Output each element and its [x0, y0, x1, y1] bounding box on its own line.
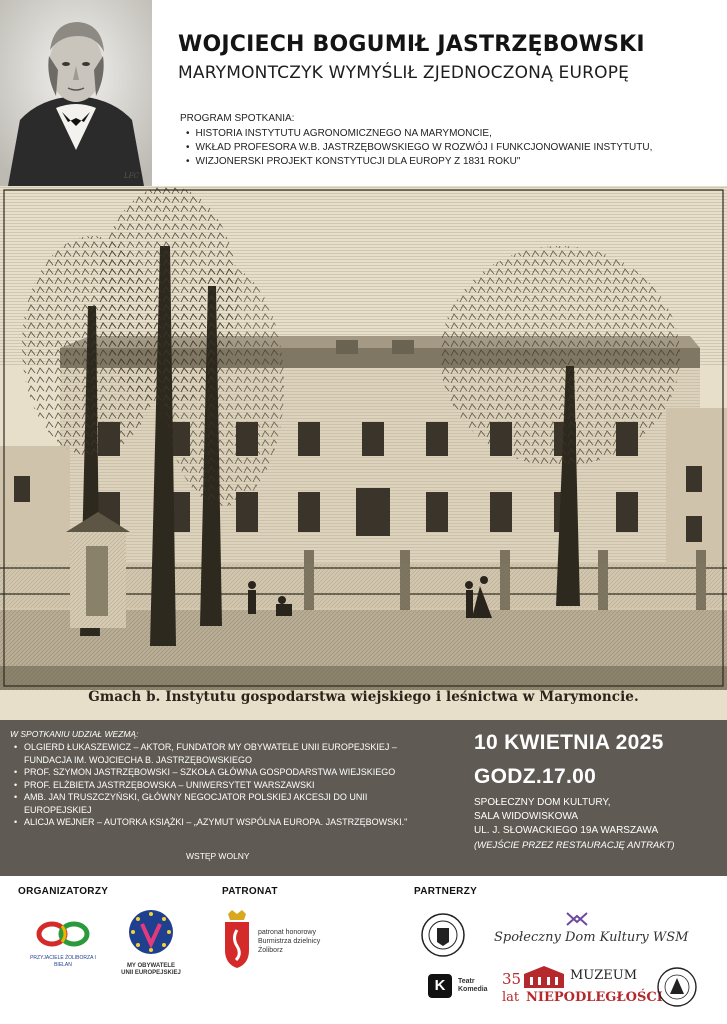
- muzeum-lat: lat: [502, 990, 520, 1005]
- society-seal-logo: [656, 966, 698, 1008]
- museum-building-icon: [522, 964, 566, 988]
- program-item: • WKŁAD PROFESORA W.B. JASTRZĘBOWSKIEGO W ROZWÓJ I FUNKCJONOWANIE INSTYTUTU,: [186, 141, 652, 155]
- info-panel: [0, 720, 727, 876]
- speaker-item: • PROF. SZYMON JASTRZĘBOWSKI – SZKOŁA GŁÓWNA GOSPODARSTWA WIEJSKIEGO: [14, 766, 434, 779]
- my-obywatele-logo: [120, 906, 182, 986]
- sdk-wsm-logo: [494, 910, 689, 956]
- university-seal-icon: [420, 912, 466, 958]
- przyjaciele-text: PRZYJACIELE ŻOLIBORZA I BIELAN: [30, 955, 96, 968]
- page-title: WOJCIECH BOGUMIŁ JASTRZĘBOWSKI: [178, 32, 645, 57]
- patron-line: Żoliborz: [258, 947, 283, 954]
- partners-label: PARTNERZY: [414, 886, 478, 897]
- program-item: • WIZJONERSKI PROJEKT KONSTYTUCJI DLA EUROPY Z 1831 ROKU": [186, 155, 652, 169]
- seal-icon: [656, 966, 698, 1008]
- title-block: [178, 32, 718, 83]
- speaker-item: • ALICJA WEJNER – AUTORKA KSIĄŻKI – „AZYMUT WSPÓLNA EUROPA. JASTRZĘBOWSKI.": [14, 816, 434, 829]
- sdk-wsm-text: Społeczny Dom Kultury WSM: [494, 930, 689, 945]
- organizers-label: ORGANIZATORZY: [18, 886, 109, 897]
- przyjaciele-logo: [28, 920, 98, 968]
- speaker-item: • OLGIERD ŁUKASZEWICZ – AKTOR, FUNDATOR MY OBYWATELE UNII EUROPEJSKIEJ – FUNDACJA IM. WOJCIECHA B. JASTRZĘBOWSKIEGO: [14, 741, 434, 766]
- speakers-list: [14, 741, 434, 829]
- teatr-line: Komedia: [458, 986, 488, 993]
- patron-line: Burmistrza dzielnicy: [258, 938, 321, 945]
- zoliborz-patronage-logo: [222, 910, 342, 972]
- venue-line: SPOŁECZNY DOM KULTURY,: [474, 797, 611, 808]
- speakers-label: W SPOTKANIU UDZIAŁ WEZMĄ:: [10, 729, 139, 739]
- k-icon: K: [428, 974, 452, 998]
- program-item: • HISTORIA INSTYTUTU AGRONOMICZNEGO NA MARYMONCIE,: [186, 127, 652, 141]
- interlocked-rings-icon: [28, 920, 98, 950]
- entry-note: WSTĘP WOLNY: [186, 851, 250, 861]
- program-list: [186, 127, 652, 169]
- engraving-caption: Gmach b. Instytutu gospodarstwa wiejskiego i leśnictwa w Marymoncie.: [88, 689, 639, 705]
- svg-text:LFC: LFC: [124, 172, 139, 180]
- program-label: PROGRAM SPOTKANIA:: [180, 113, 295, 124]
- my-obywatele-text: [120, 963, 182, 977]
- venue-address: [474, 796, 658, 838]
- header: [0, 0, 727, 186]
- portrait-image: [0, 0, 152, 186]
- event-date: 10 KWIETNIA 2025: [474, 731, 664, 754]
- muzeum-word: MUZEUM: [570, 968, 638, 983]
- footer-logos: [0, 876, 727, 1024]
- patron-text: [258, 928, 320, 955]
- engraving-illustration: [0, 186, 727, 720]
- muzeum-number: 35: [502, 970, 522, 988]
- venue-line: UL. J. SŁOWACKIEGO 19A WARSZAWA: [474, 825, 659, 836]
- my-obywatele-line: MY OBYWATELE: [126, 963, 176, 969]
- eu-stars-heart-icon: [120, 906, 182, 958]
- crest-icon: [222, 910, 252, 970]
- venue-note: (WEJŚCIE PRZEZ RESTAURACJĘ ANTRAKT): [474, 840, 675, 851]
- teatr-line: Teatr: [458, 978, 475, 985]
- teatr-komedia-logo: [428, 974, 496, 1000]
- speaker-item: • PROF. ELŻBIETA JASTRZĘBOWSKA – UNIWERSYTET WARSZAWSKI: [14, 779, 434, 792]
- event-time: GODZ.17.00: [474, 765, 597, 788]
- patron-line: patronat honorowy: [258, 929, 316, 936]
- page-subtitle: MARYMONTCZYK WYMYŚLIŁ ZJEDNOCZONĄ EUROPĘ: [178, 63, 630, 83]
- speaker-item: • AMB. JAN TRUSZCZYŃSKI, GŁÓWNY NEGOCJATOR POLSKIEJ AKCESJI DO UNII EUROPEJSKIEJ: [14, 791, 434, 816]
- muzeum-word-red: NIEPODLEGŁOŚCI: [526, 990, 663, 1005]
- teatr-text: [458, 978, 488, 994]
- sggw-logo: [420, 912, 466, 958]
- ribbon-icon: [564, 910, 590, 928]
- my-obywatele-line: UNII EUROPEJSKIEJ: [121, 970, 181, 976]
- patronage-label: PATRONAT: [222, 886, 278, 897]
- venue-line: SALA WIDOWISKOWA: [474, 811, 579, 822]
- muzeum-niepodleglosci-logo: [502, 964, 663, 1014]
